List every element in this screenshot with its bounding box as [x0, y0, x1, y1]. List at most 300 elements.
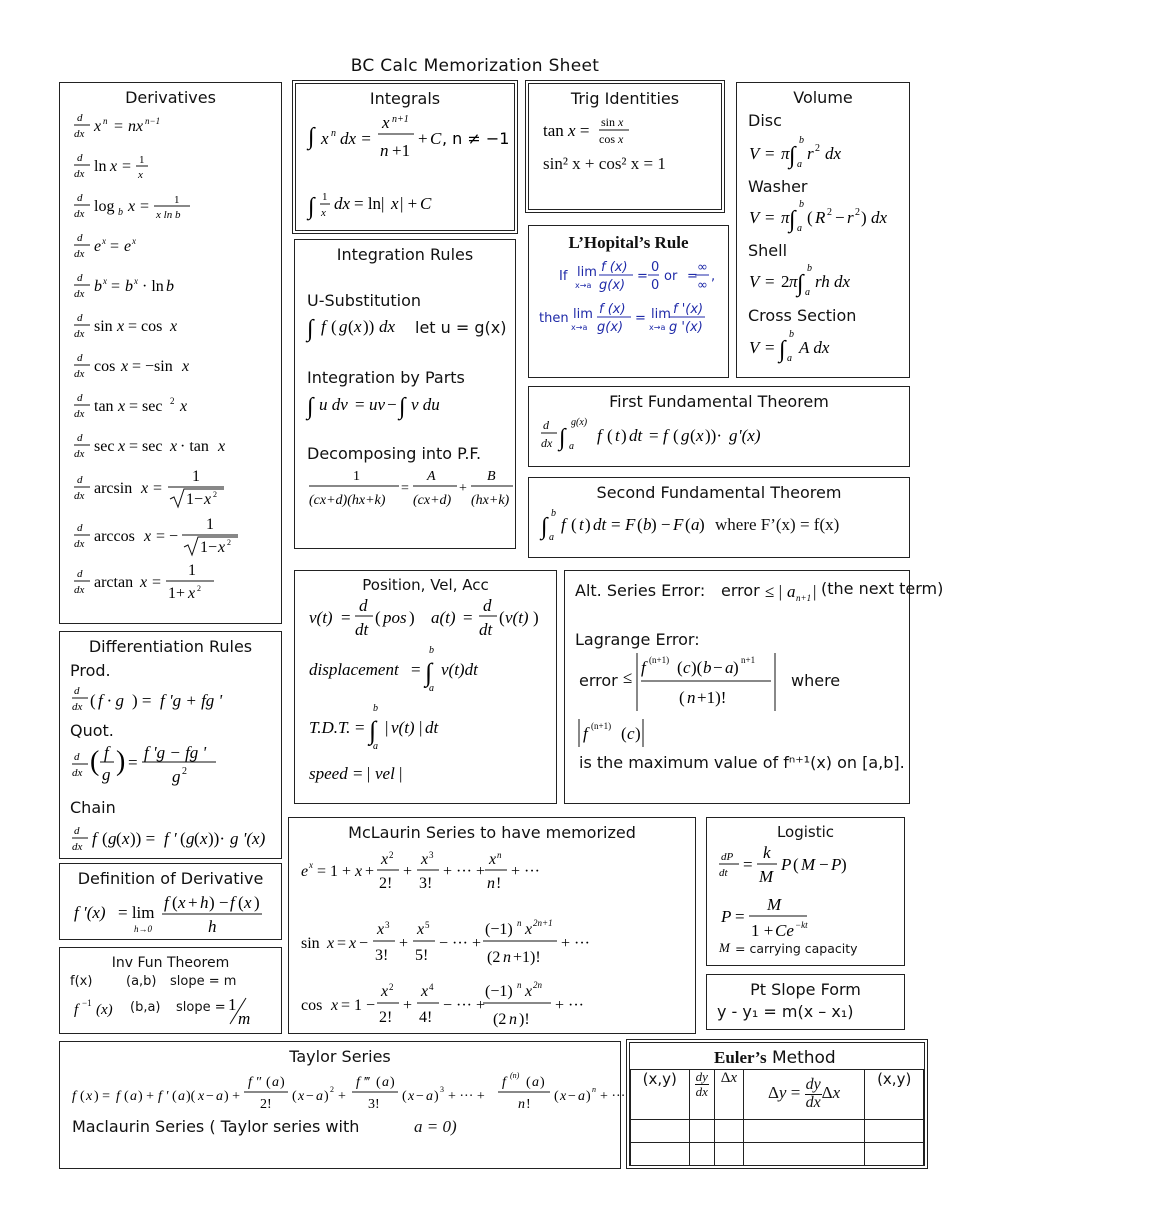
svg-text:+1: +1: [392, 141, 411, 160]
svg-text:∫: ∫: [307, 394, 314, 420]
svg-text:) +: ) +: [224, 1089, 241, 1104]
svg-text:k: k: [763, 843, 771, 862]
svg-text:a: a: [578, 1089, 585, 1104]
definition-formula: [60, 888, 281, 940]
derivative-sin: [74, 312, 177, 340]
integrals-title: Integrals: [369, 89, 441, 108]
svg-text:x: x: [417, 921, 425, 938]
taylor-maclaurin-cond: a = 0): [414, 1117, 457, 1136]
derivatives-title: Derivatives: [125, 88, 216, 107]
svg-text:∫: ∫: [369, 716, 377, 745]
svg-text:e: e: [94, 238, 102, 255]
svg-text:dx: dx: [74, 490, 85, 502]
svg-text:−: −: [387, 395, 397, 414]
svg-text:(: (: [172, 893, 178, 912]
svg-text:lim: lim: [577, 265, 597, 280]
svg-text:(: (: [375, 608, 381, 627]
svg-text:∫: ∫: [789, 143, 796, 169]
svg-text:a: a: [216, 1089, 223, 1104]
svg-text:f: f: [663, 426, 668, 445]
svg-text:f: f: [74, 1002, 79, 1018]
svg-text:x: x: [144, 528, 152, 545]
svg-text:a: a: [373, 741, 378, 752]
svg-text:· ln: · ln: [142, 278, 164, 295]
pf-label: Decomposing into P.F.: [307, 444, 482, 463]
lhopital-title: L’Hopital’s Rule: [568, 233, 689, 252]
euler-header-dy: Δy = $\frac{dy}{dx}$ Δx: [743, 1070, 865, 1120]
svg-text:(2: (2: [487, 949, 501, 966]
svg-text:=: =: [765, 144, 775, 163]
svg-text:=: =: [463, 608, 473, 627]
integral-ln-rule: [306, 191, 432, 221]
diff-rules-box: [59, 631, 282, 859]
svg-text:g: g: [729, 426, 738, 445]
svg-text:1: 1: [174, 194, 180, 206]
volume-box: [736, 82, 910, 378]
svg-text:= |: = |: [353, 764, 371, 783]
svg-text:π: π: [781, 208, 790, 227]
svg-text:+ ···: + ···: [561, 935, 591, 952]
svg-text:log: log: [94, 198, 115, 215]
svg-text:R: R: [815, 208, 826, 227]
svg-text:3!: 3!: [419, 875, 433, 892]
velocity-formula: [309, 596, 381, 639]
svg-text:dx: dx: [334, 194, 351, 213]
svg-text:g: g: [172, 767, 181, 786]
svg-text:dx: dx: [825, 144, 842, 163]
svg-text:M: M: [759, 867, 774, 886]
volume-formulas: [737, 83, 909, 377]
svg-text:=: =: [735, 907, 745, 926]
svg-text:b: b: [807, 263, 812, 274]
svg-text:h: h: [208, 917, 217, 936]
euler-cell[interactable]: [865, 1120, 924, 1143]
svg-text:∞: ∞: [697, 278, 708, 293]
svg-text:,: ,: [711, 269, 716, 284]
svg-text:|: |: [419, 718, 423, 737]
svg-text:1: 1: [192, 468, 200, 485]
volume-shell-formula: [749, 263, 851, 298]
svg-text:a: a: [426, 1089, 433, 1104]
diff-rules-title: Differentiation Rules: [88, 637, 253, 656]
svg-text:a: a: [797, 223, 802, 234]
svg-text:x: x: [696, 426, 704, 445]
svg-text:=: =: [111, 278, 121, 295]
svg-text:n: n: [331, 128, 336, 139]
euler-cell[interactable]: [631, 1120, 690, 1143]
svg-text:1: 1: [322, 191, 328, 203]
chain-label: Chain: [70, 798, 116, 817]
svg-text:cos: cos: [94, 358, 116, 375]
motion-box: [294, 570, 557, 804]
svg-text:!: !: [496, 875, 502, 892]
euler-cell[interactable]: [865, 1143, 924, 1166]
svg-text:− ··· +: − ··· +: [439, 935, 482, 952]
svg-text:n: n: [103, 116, 108, 126]
svg-text:): ): [254, 893, 260, 912]
svg-text:dt: dt: [629, 426, 643, 445]
svg-text:−: −: [306, 1089, 314, 1104]
svg-text:3!: 3!: [368, 1097, 380, 1112]
svg-text:a: a: [429, 683, 434, 694]
svg-text:dx: dx: [74, 408, 85, 420]
svg-text:3: 3: [385, 920, 390, 930]
svg-text:F: F: [625, 515, 636, 534]
svg-text:=: =: [765, 208, 775, 227]
svg-text:−: −: [819, 855, 829, 874]
svg-text:n: n: [380, 141, 389, 160]
svg-text:a: a: [178, 1089, 185, 1104]
svg-text:x: x: [103, 276, 107, 286]
svg-text:dt: dt: [425, 718, 439, 737]
svg-text:f · g: f · g: [98, 691, 124, 710]
alt-series-error-word: error: [721, 581, 760, 600]
ftc2-where: where F’(x) = f(x): [715, 515, 840, 534]
inv-fun-finv: [72, 994, 132, 1024]
svg-text:M: M: [767, 895, 782, 914]
svg-text:(: (: [116, 829, 122, 848]
svg-text:dx: dx: [72, 767, 83, 779]
svg-text:g(x): g(x): [597, 320, 624, 335]
svg-text:a: a: [725, 658, 734, 677]
svg-text:+: +: [459, 481, 467, 496]
svg-text:dx: dx: [72, 841, 83, 853]
svg-text:=: =: [152, 574, 162, 591]
mclaurin-title: McLaurin Series to have memorized: [348, 823, 636, 842]
svg-text:1: 1: [206, 516, 214, 533]
svg-text:x: x: [309, 860, 313, 870]
svg-text:(: (: [331, 317, 337, 336]
svg-text:P: P: [831, 855, 842, 874]
ftc2-title: Second Fundamental Theorem: [596, 483, 842, 502]
svg-text:a: a: [549, 532, 554, 543]
euler-cell[interactable]: [714, 1143, 743, 1166]
svg-text:0: 0: [651, 260, 660, 275]
svg-text:g '(x): g '(x): [669, 320, 703, 335]
euler-cell[interactable]: [743, 1143, 865, 1166]
svg-text:sin: sin: [301, 935, 320, 952]
svg-text:x: x: [188, 585, 196, 602]
svg-text:x: x: [117, 318, 125, 335]
pf-formula: [309, 469, 513, 508]
volume-disc-label: Disc: [748, 111, 782, 130]
mclaurin-formulas: [289, 842, 695, 1032]
svg-text:(: (: [690, 426, 696, 445]
svg-text:(: (: [102, 829, 108, 848]
svg-text:x: x: [118, 398, 126, 415]
svg-text:): ): [540, 1075, 545, 1090]
svg-text:|: |: [813, 582, 817, 601]
svg-text:): ): [409, 608, 415, 627]
euler-cell[interactable]: [631, 1143, 690, 1166]
svg-text:=: =: [765, 272, 775, 291]
inv-fun-point-ba: (b,a): [130, 1000, 161, 1015]
svg-text:f: f: [597, 426, 602, 445]
lagrange-error-word: error: [579, 671, 618, 690]
product-rule-formula: [72, 685, 223, 713]
svg-text:−: −: [416, 1089, 424, 1104]
svg-text:=: =: [635, 311, 646, 326]
svg-text:+: +: [399, 935, 409, 952]
svg-text:d: d: [483, 596, 492, 615]
integration-rules-title: Integration Rules: [336, 245, 474, 264]
svg-text:f (x): f (x): [601, 260, 628, 275]
svg-text:=: =: [611, 515, 621, 534]
svg-text:x: x: [134, 276, 138, 286]
svg-text:x ln b: x ln b: [156, 209, 181, 221]
svg-text:=: =: [110, 238, 120, 255]
svg-text:2: 2: [330, 1085, 334, 1094]
svg-text:x: x: [86, 1089, 93, 1104]
trig-title: Trig Identities: [570, 89, 680, 108]
svg-text:(: (: [292, 1089, 297, 1104]
svg-text:f: f: [230, 893, 235, 912]
svg-text:a: a: [382, 1075, 389, 1090]
svg-text:=: =: [153, 480, 163, 497]
derivative-bx: [74, 272, 174, 300]
svg-text:m: m: [238, 1009, 251, 1028]
logistic-box: [706, 817, 905, 966]
svg-text:g: g: [339, 317, 348, 336]
svg-text:) −: ) −: [209, 893, 229, 912]
svg-text:2: 2: [213, 490, 217, 499]
svg-text:f 'g − fg ': f 'g − fg ': [144, 743, 207, 762]
svg-text:n−1: n−1: [145, 116, 161, 126]
svg-text:d: d: [77, 192, 83, 204]
svg-text:+ ···: + ···: [511, 863, 541, 880]
svg-text:x: x: [141, 480, 149, 497]
svg-text:dx: dx: [871, 208, 888, 227]
svg-text:(: (: [526, 1075, 531, 1090]
svg-text:+1)!: +1)!: [697, 688, 727, 707]
svg-text:=: =: [128, 753, 138, 772]
svg-text:sin: sin: [94, 318, 113, 335]
svg-text:∫: ∫: [308, 124, 315, 150]
svg-text:π: π: [781, 144, 790, 163]
svg-text:A: A: [427, 469, 436, 484]
svg-text:x: x: [180, 398, 188, 415]
svg-text:) =: ) =: [132, 691, 152, 710]
svg-text:− ··· +: − ··· +: [443, 997, 486, 1014]
svg-text:+: +: [365, 863, 375, 880]
svg-text:(: (: [554, 1089, 559, 1104]
euler-cell[interactable]: [689, 1143, 714, 1166]
svg-text:(: (: [376, 1075, 381, 1090]
svg-text:): ): [585, 515, 591, 534]
ftc1-box: [528, 386, 910, 467]
svg-text:d: d: [77, 232, 83, 244]
euler-header-dx: Δx: [714, 1070, 743, 1120]
svg-text:a: a: [691, 515, 700, 534]
svg-text:f: f: [321, 317, 326, 336]
ftc1-title: First Fundamental Theorem: [609, 392, 829, 411]
svg-text:x: x: [349, 935, 357, 952]
alt-series-formula: [765, 577, 825, 607]
svg-text:= sec: = sec: [129, 398, 163, 415]
svg-text:=: =: [341, 608, 351, 627]
svg-text:ln: ln: [94, 158, 107, 175]
svg-text:b: b: [429, 645, 434, 656]
svg-text:(: (: [793, 855, 799, 874]
svg-text:f: f: [164, 893, 169, 912]
svg-text:x: x: [381, 851, 389, 868]
svg-text:5: 5: [425, 920, 430, 930]
svg-text:b: b: [118, 207, 123, 218]
svg-text:2: 2: [227, 538, 231, 547]
svg-text:n: n: [518, 1097, 525, 1112]
svg-text:): ): [621, 426, 627, 445]
svg-text:dx: dx: [74, 248, 85, 260]
svg-text:T.D.T.: T.D.T.: [309, 718, 351, 737]
inv-fun-box: [59, 947, 282, 1034]
svg-text:(x): (x): [96, 1002, 113, 1018]
svg-text:n: n: [509, 1011, 517, 1028]
volume-disc-formula: [749, 135, 842, 170]
svg-text:V: V: [749, 338, 760, 357]
svg-text:a: a: [569, 441, 574, 452]
svg-text:x: x: [218, 438, 226, 455]
svg-text:arccos: arccos: [94, 528, 135, 545]
svg-text:= sec: = sec: [129, 438, 163, 455]
svg-text:g '(x): g '(x): [230, 829, 266, 848]
svg-text:(2: (2: [493, 1011, 507, 1028]
svg-text:=: =: [355, 718, 365, 737]
svg-text:A dx: A dx: [799, 338, 830, 357]
svg-text:(n): (n): [510, 1071, 520, 1080]
svg-text:2: 2: [815, 143, 820, 154]
svg-text:u dv: u dv: [319, 395, 348, 414]
svg-text:x: x: [327, 935, 335, 952]
svg-text:g: g: [681, 426, 690, 445]
mclaurin-box: [288, 817, 696, 1034]
svg-text:n: n: [517, 980, 522, 990]
svg-text:) =: ) =: [94, 1089, 111, 1104]
svg-text:b: b: [643, 515, 652, 534]
logistic-note: = carrying capacity: [735, 941, 858, 956]
svg-text:−: −: [835, 208, 845, 227]
displacement-formula: [309, 645, 479, 694]
svg-text:a: a: [272, 1075, 279, 1090]
euler-row: [631, 1143, 924, 1166]
svg-text:)(: )(: [186, 1089, 196, 1104]
prod-label: Prod.: [70, 661, 111, 680]
euler-title: [714, 1048, 836, 1068]
svg-text:(: (: [172, 1089, 177, 1104]
lhopital-then: then: [539, 311, 569, 326]
euler-header-xy-text: (x,y): [642, 1070, 677, 1088]
svg-text:(: (: [571, 515, 577, 534]
svg-text:1+: 1+: [168, 585, 186, 602]
svg-text:h→0: h→0: [134, 924, 152, 934]
inv-fun-slope-m: slope = m: [170, 974, 237, 989]
euler-cell[interactable]: [714, 1120, 743, 1143]
svg-text:2: 2: [827, 207, 832, 218]
svg-text:x: x: [321, 207, 326, 219]
svg-text:b: b: [703, 658, 712, 677]
svg-text:=: =: [743, 855, 753, 874]
euler-header-xy-next: [865, 1070, 924, 1120]
svg-text:=: =: [637, 269, 648, 284]
svg-text:sec: sec: [94, 438, 115, 455]
derivative-arctan: [74, 562, 214, 602]
error-bounds-box: [564, 570, 944, 804]
svg-text:x→a: x→a: [649, 323, 666, 332]
svg-text:f: f: [641, 658, 646, 677]
svg-text:+: +: [338, 1089, 346, 1104]
svg-text:−: −: [713, 658, 723, 677]
svg-text:x: x: [355, 863, 363, 880]
svg-text:vel: vel: [375, 764, 395, 783]
euler-cell[interactable]: [689, 1120, 714, 1143]
svg-text:x: x: [204, 491, 212, 508]
svg-text:f: f: [502, 1075, 506, 1090]
svg-text:= 1 +: = 1 +: [317, 863, 352, 880]
svg-text:) −: ) −: [651, 515, 671, 534]
chain-rule-formula: [72, 825, 266, 853]
derivative-arccos: [74, 516, 238, 556]
svg-text:a: a: [787, 582, 796, 601]
svg-text:n: n: [487, 875, 495, 892]
svg-text:∫: ∫: [399, 394, 406, 420]
svg-text:f ‴: f ‴: [356, 1075, 370, 1090]
svg-text:x: x: [525, 921, 533, 938]
svg-text:dx =: dx =: [340, 129, 372, 148]
svg-text:V: V: [749, 208, 760, 227]
svg-text:d: d: [74, 825, 80, 837]
svg-text:=: =: [765, 338, 775, 357]
svg-text:= lim: = lim: [118, 903, 155, 922]
svg-text:=: =: [122, 158, 132, 175]
alt-series-note: (the next term): [821, 579, 944, 598]
svg-text:∞: ∞: [697, 260, 708, 275]
svg-text:d: d: [543, 418, 549, 432]
svg-text:x: x: [132, 236, 136, 246]
volume-washer-formula: [749, 199, 888, 234]
svg-text:d: d: [77, 568, 83, 580]
svg-text:d: d: [77, 272, 83, 284]
svg-text:3: 3: [440, 1085, 444, 1094]
euler-cell[interactable]: [743, 1120, 865, 1143]
svg-text:4: 4: [429, 982, 434, 992]
inv-fun-point-ab: (a,b): [126, 974, 157, 989]
svg-text:)) =: )) =: [130, 829, 156, 848]
svg-text:(: (: [621, 724, 627, 743]
svg-text:r: r: [847, 208, 854, 227]
svg-text:|: |: [399, 764, 403, 783]
svg-text:v(t): v(t): [391, 718, 415, 737]
svg-text:(: (: [402, 1089, 407, 1104]
svg-text:displacement: displacement: [309, 660, 399, 679]
svg-text:1: 1: [139, 154, 145, 166]
svg-text:+: +: [188, 893, 198, 912]
svg-text:1: 1: [188, 562, 196, 579]
svg-text:dt: dt: [479, 620, 493, 639]
svg-text:a: a: [316, 1089, 323, 1104]
derivatives-box: [59, 82, 282, 624]
derivative-power: [74, 112, 160, 140]
svg-text:b: b: [94, 278, 102, 295]
svg-text:d: d: [77, 392, 83, 404]
svg-text:a: a: [130, 1089, 137, 1104]
svg-text:dx: dx: [74, 448, 85, 460]
svg-text:= cos: = cos: [128, 318, 163, 335]
euler-row: [631, 1120, 924, 1143]
svg-text:∫: ∫: [559, 425, 566, 451]
svg-text:dx: dx: [74, 584, 85, 596]
svg-text:=: =: [649, 426, 659, 445]
svg-text:1 +: 1 +: [751, 921, 774, 940]
svg-text:t: t: [579, 515, 584, 534]
